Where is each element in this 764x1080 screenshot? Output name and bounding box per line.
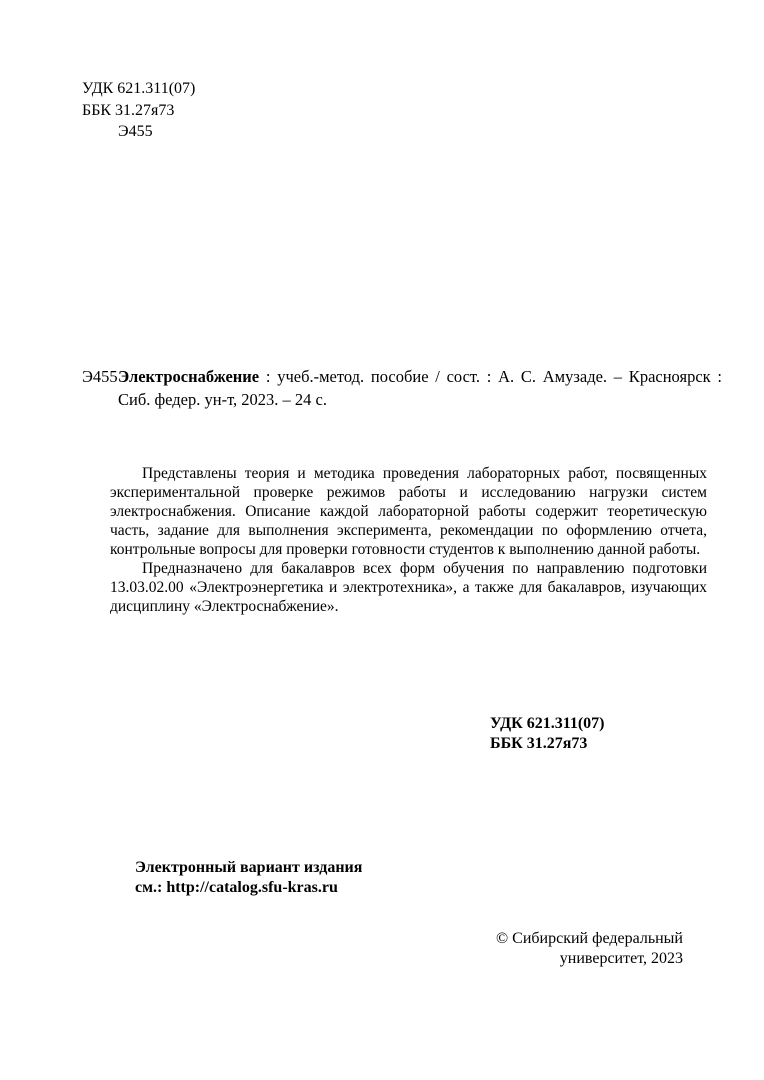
annotation-paragraph-1: Представлены теория и методика проведения лабораторных работ, посвященных экспериментальной проверке режимов работы и исследованию нагрузки систем электроснабжения. Описание каждой лабораторной работы содержит теоретическую часть, задание для выполнения эксперимента, рекомендации по оформлению отчета, контрольные вопросы для проверки готовности студентов к выполнению данной работы.	[110, 465, 707, 558]
copyright-line-1: © Сибирский федеральный	[496, 930, 683, 947]
annotation-block	[110, 464, 707, 616]
bbk-top-line: ББК 31.27я73	[82, 101, 175, 119]
bbk-bottom-line: ББК 31.27я73	[490, 735, 588, 752]
bibliographic-citation	[118, 365, 722, 411]
author-sign-top: Э455	[118, 123, 153, 140]
citation-author-sign: Э455	[82, 367, 118, 386]
citation-details: : учеб.-метод. пособие / сост. : А. С. Амузаде. – Красноярск : Сиб. федер. ун-т, 2023. – 24 с.	[118, 367, 722, 409]
copyright-notice	[496, 929, 683, 969]
annotation-paragraph-2: Предназначено для бакалавров всех форм обучения по направлению подготовки 13.03.02.00 «Электроэнергетика и электротехника», а также для бакалавров, изучающих дисциплину «Электроснабжение».	[110, 560, 707, 615]
citation-title: Электроснабжение	[118, 367, 260, 386]
electronic-edition-note	[135, 858, 362, 898]
electronic-edition-url: см.: http://catalog.sfu-kras.ru	[135, 879, 338, 896]
classification-block-bottom	[490, 714, 605, 754]
udk-bottom-line: УДК 621.311(07)	[490, 715, 605, 732]
classification-header	[82, 78, 195, 143]
udk-top-line: УДК 621.311(07)	[82, 80, 196, 97]
electronic-edition-label: Электронный вариант издания	[135, 859, 363, 876]
copyright-line-2: университет, 2023	[559, 950, 683, 967]
